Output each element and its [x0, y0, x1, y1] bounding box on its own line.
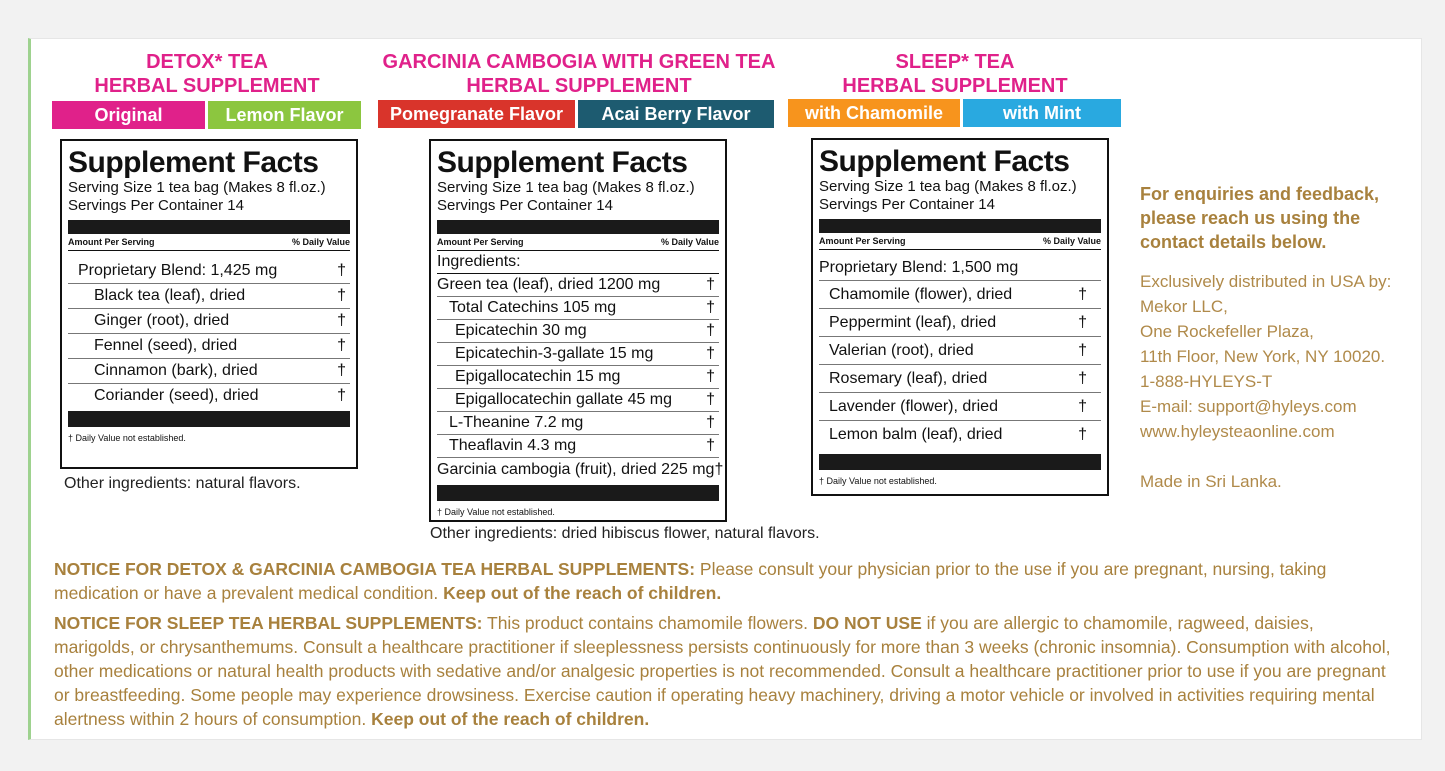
sleep-ingredient-row — [819, 309, 1101, 337]
sleep-ingredient-row — [819, 365, 1101, 393]
notice2-do-not-use: DO NOT USE — [812, 613, 922, 633]
daily-value-footnote: † Daily Value not established. — [68, 433, 186, 443]
facts-heading: Supplement Facts — [68, 146, 319, 179]
email-address: E-mail: support@hyleys.com — [1140, 397, 1357, 416]
dagger: † — [337, 287, 346, 304]
dagger: † — [337, 262, 346, 279]
facts-heading: Supplement Facts — [819, 145, 1070, 178]
sleep-flavor-tags — [788, 99, 1121, 127]
ingredient-name: Epicatechin-3-gallate 15 mg — [455, 345, 654, 362]
flavor-tag-acai: Acai Berry Flavor — [578, 100, 774, 128]
servings-per-container: Servings Per Container 14 — [68, 197, 244, 214]
daily-value-label: % Daily Value — [660, 237, 719, 247]
notice-detox-garcinia — [54, 557, 1394, 605]
dagger: † — [337, 362, 346, 379]
garcinia-other-ingredients: Other ingredients: dried hibiscus flower, natural flavors. — [430, 525, 820, 542]
sleep-ingredient-row — [819, 393, 1101, 421]
sleep-ingredient-row — [819, 281, 1101, 309]
garcinia-row — [437, 435, 719, 458]
detox-other-ingredients: Other ingredients: natural flavors. — [64, 475, 301, 492]
garcinia-flavor-tags — [378, 100, 774, 128]
garcinia-row — [437, 389, 719, 412]
ingredients-label-row — [437, 251, 719, 274]
garcinia-row — [437, 412, 719, 435]
divider-bar — [68, 411, 350, 427]
divider-bar — [68, 220, 350, 234]
daily-value-footnote: † Daily Value not established. — [819, 476, 937, 486]
notice2-body1: This product contains chamomile flowers. — [482, 613, 813, 633]
ingredient-name: Peppermint (leaf), dried — [829, 314, 997, 331]
dagger: † — [337, 337, 346, 354]
dagger: † — [1078, 314, 1087, 331]
notice1-heading: NOTICE FOR DETOX & GARCINIA CAMBOGIA TEA HERBAL SUPPLEMENTS: — [54, 559, 696, 579]
detox-title — [52, 50, 362, 98]
garcinia-row — [437, 366, 719, 389]
ingredients-label: Ingredients: — [437, 253, 521, 270]
garcinia-row — [437, 320, 719, 343]
servings-per-container: Servings Per Container 14 — [437, 197, 613, 214]
flavor-tag-mint: with Mint — [963, 99, 1121, 127]
divider-bar — [819, 454, 1101, 470]
divider-bar — [437, 220, 719, 234]
ingredient-name: Coriander (seed), dried — [94, 387, 259, 404]
amount-per-serving: Amount Per Serving — [819, 236, 906, 246]
detox-ingredient-row — [68, 334, 350, 359]
amount-per-serving: Amount Per Serving — [437, 237, 524, 247]
ingredient-name: L-Theanine 7.2 mg — [449, 414, 584, 431]
serving-size: Serving Size 1 tea bag (Makes 8 fl.oz.) — [68, 179, 326, 196]
notice2-warning: Keep out of the reach of children. — [371, 709, 650, 729]
ingredient-name: Garcinia cambogia (fruit), dried 225 mg — [437, 461, 715, 478]
garcinia-row — [437, 274, 719, 297]
detox-ingredient-row — [68, 384, 350, 408]
flavor-tag-chamomile: with Chamomile — [788, 99, 960, 127]
dagger: † — [706, 299, 715, 316]
website: www.hyleysteaonline.com — [1140, 422, 1335, 441]
detox-flavor-tags — [52, 101, 361, 129]
detox-blend-row — [68, 259, 350, 284]
daily-value-label: % Daily Value — [291, 237, 350, 247]
facts-heading: Supplement Facts — [437, 146, 688, 179]
ingredient-name: Epigallocatechin gallate 45 mg — [455, 391, 673, 408]
sleep-title-line2: HERBAL SUPPLEMENT — [842, 75, 1068, 97]
ingredient-name: Epicatechin 30 mg — [455, 322, 587, 339]
amount-header — [437, 237, 719, 251]
ingredient-name: Rosemary (leaf), dried — [829, 370, 988, 387]
ingredient-name: Epigallocatechin 15 mg — [455, 368, 621, 385]
detox-title-line1: DETOX* TEA — [146, 51, 268, 73]
distributor-line: Exclusively distributed in USA by: — [1140, 272, 1392, 291]
dagger: † — [1078, 398, 1087, 415]
dagger: † — [337, 387, 346, 404]
dagger: † — [706, 437, 715, 454]
detox-supplement-facts — [60, 139, 358, 469]
garcinia-row — [437, 297, 719, 320]
garcinia-title-line1: GARCINIA CAMBOGIA WITH GREEN TEA — [382, 51, 776, 73]
serving-size: Serving Size 1 tea bag (Makes 8 fl.oz.) — [819, 178, 1077, 195]
made-in: Made in Sri Lanka. — [1140, 472, 1282, 491]
enquiry-line-3: contact details below. — [1140, 232, 1327, 252]
notice1-warning: Keep out of the reach of children. — [443, 583, 722, 603]
dagger: † — [1078, 370, 1087, 387]
dagger: † — [706, 391, 715, 408]
garcinia-row — [437, 343, 719, 366]
amount-header — [68, 237, 350, 251]
dagger: † — [1078, 286, 1087, 303]
detox-ingredient-row — [68, 284, 350, 309]
garcinia-title — [378, 50, 780, 98]
ingredient-name: Cinnamon (bark), dried — [94, 362, 258, 379]
notice-sleep — [54, 611, 1394, 731]
detox-title-line2: HERBAL SUPPLEMENT — [94, 75, 320, 97]
ingredient-name: Fennel (seed), dried — [94, 337, 238, 354]
serving-size: Serving Size 1 tea bag (Makes 8 fl.oz.) — [437, 179, 695, 196]
ingredient-name: Black tea (leaf), dried — [94, 287, 246, 304]
address-line-1: One Rockefeller Plaza, — [1140, 322, 1314, 341]
ingredient-name: Lemon balm (leaf), dried — [829, 426, 1003, 443]
phone-number: 1-888-HYLEYS-T — [1140, 372, 1273, 391]
dagger: † — [706, 345, 715, 362]
garcinia-supplement-facts — [429, 139, 727, 522]
dagger: † — [337, 312, 346, 329]
enquiry-line-1: For enquiries and feedback, — [1140, 184, 1380, 204]
flavor-tag-pomegranate: Pomegranate Flavor — [378, 100, 575, 128]
amount-per-serving: Amount Per Serving — [68, 237, 155, 247]
divider-bar — [819, 219, 1101, 233]
garcinia-title-line2: HERBAL SUPPLEMENT — [466, 75, 692, 97]
dagger: † — [714, 461, 724, 478]
sleep-supplement-facts — [811, 138, 1109, 496]
notice2-body2: if you are allergic to chamomile, ragweed, daisies, marigolds, or chrysanthemums. Consult a healthcare practitioner if sleeplessness persists continuously for more than 3 weeks (chronic insomnia). Consumption with alcohol, other medications or natural health products with sedative and/or analgesic properties is not recommended. Consult a healthcare practitioner prior to use if you are pregnant or breastfeeding. Some people may experience drowsiness. Exercise caution if operating heavy machinery, driving a motor vehicle or involved in activities requiring mental alertness within 2 hours of consumption. — [54, 613, 1391, 729]
ingredient-name: Chamomile (flower), dried — [829, 286, 1013, 303]
sleep-title-line1: SLEEP* TEA — [895, 51, 1015, 73]
notice1-body: Please consult your physician prior to the use if you are pregnant, nursing, taking medication or have a prevalent medical condition. — [54, 559, 1327, 603]
amount-header — [819, 236, 1101, 250]
notice2-heading: NOTICE FOR SLEEP TEA HERBAL SUPPLEMENTS: — [54, 613, 483, 633]
servings-per-container: Servings Per Container 14 — [819, 196, 995, 213]
ingredient-name: Total Catechins 105 mg — [449, 299, 617, 316]
company-name: Mekor LLC, — [1140, 297, 1228, 316]
detox-ingredient-row — [68, 359, 350, 384]
sleep-title — [788, 50, 1122, 98]
ingredient-name: Theaflavin 4.3 mg — [449, 437, 577, 454]
dagger: † — [706, 276, 715, 293]
daily-value-footnote: † Daily Value not established. — [437, 507, 555, 517]
dagger: † — [706, 368, 715, 385]
ingredient-name: Ginger (root), dried — [94, 312, 230, 329]
flavor-tag-original: Original — [52, 101, 205, 129]
flavor-tag-lemon: Lemon Flavor — [208, 101, 361, 129]
ingredient-name: Lavender (flower), dried — [829, 398, 998, 415]
daily-value-label: % Daily Value — [1042, 236, 1101, 246]
dagger: † — [1078, 342, 1087, 359]
dagger: † — [706, 322, 715, 339]
garcinia-row — [437, 458, 724, 482]
detox-blend: Proprietary Blend: 1,425 mg — [78, 262, 278, 279]
ingredient-name: Green tea (leaf), dried 1200 mg — [437, 276, 661, 293]
divider-bar — [437, 485, 719, 501]
contact-block — [1140, 182, 1430, 494]
sleep-blend-row — [819, 256, 1101, 281]
enquiry-line-2: please reach us using the — [1140, 208, 1361, 228]
address-line-2: 11th Floor, New York, NY 10020. — [1140, 347, 1386, 366]
sleep-ingredient-row — [819, 337, 1101, 365]
sleep-ingredient-row — [819, 421, 1101, 448]
dagger: † — [1078, 426, 1087, 443]
ingredient-name: Valerian (root), dried — [829, 342, 974, 359]
detox-ingredient-row — [68, 309, 350, 334]
dagger: † — [706, 414, 715, 431]
sleep-blend: Proprietary Blend: 1,500 mg — [819, 259, 1019, 276]
